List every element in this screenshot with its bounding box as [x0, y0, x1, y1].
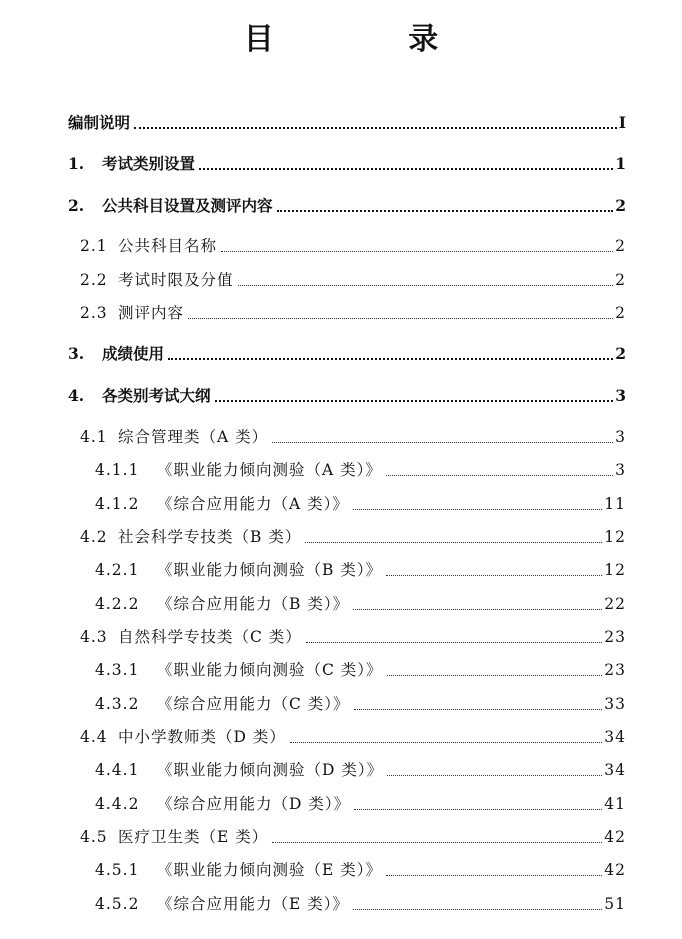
dot-leader: [386, 575, 602, 576]
toc-entry[interactable]: [95, 588, 626, 614]
dot-leader: [386, 475, 613, 476]
toc-entry-number: 4.2.2: [95, 595, 140, 613]
toc-entry-number: 1.: [68, 154, 85, 173]
toc-entry-number: 4.: [68, 386, 85, 405]
toc-entry[interactable]: [68, 107, 626, 133]
dot-leader: [354, 709, 603, 710]
toc-entry-label: 医疗卫生类（E 类）: [118, 828, 269, 846]
dot-leader: [168, 358, 613, 360]
toc-entry-number: 4.2: [80, 528, 108, 546]
dot-leader: [272, 442, 613, 443]
toc-entry-number: 4.3: [80, 628, 108, 646]
dot-leader: [238, 285, 614, 286]
toc-entry-number: 4.5.2: [95, 895, 140, 913]
toc-entry-label: 《综合应用能力（C 类）》: [157, 695, 350, 713]
toc-entry-page-number: 3: [615, 428, 626, 446]
toc-entry-page-number: 23: [604, 628, 626, 646]
dot-leader: [272, 842, 602, 843]
toc-entry-label: 成绩使用: [102, 344, 165, 363]
toc-entry[interactable]: [80, 297, 626, 323]
toc-entry-page-number: 2: [615, 237, 626, 255]
toc-entry[interactable]: [95, 854, 626, 880]
dot-leader: [306, 642, 602, 643]
dot-leader: [215, 400, 614, 402]
toc-entry-number: 3.: [68, 344, 85, 363]
toc-entry[interactable]: [95, 688, 626, 714]
dot-leader: [221, 251, 613, 252]
toc-entry-page-number: 2: [615, 344, 626, 363]
toc-entry[interactable]: [68, 190, 626, 216]
toc-entry-number: 2.: [68, 196, 85, 215]
toc-entry[interactable]: [80, 264, 626, 290]
page-title: 目 录: [243, 22, 501, 57]
dot-leader: [353, 909, 602, 910]
toc-entry-number: 4.4.2: [95, 795, 140, 813]
toc-entry-number: 4.4.1: [95, 761, 140, 779]
toc-entry[interactable]: [80, 230, 626, 256]
toc-entry[interactable]: [95, 888, 626, 914]
toc-entry-page-number: I: [618, 113, 626, 132]
toc-entry-label: 《综合应用能力（B 类）》: [157, 595, 350, 613]
toc-entry-number: 4.1: [80, 428, 108, 446]
toc-entry-page-number: 1: [615, 154, 626, 173]
toc-entry-label: 中小学教师类（D 类）: [118, 728, 286, 746]
toc-entry-label: 考试类别设置: [102, 154, 196, 173]
dot-leader: [188, 318, 613, 319]
toc-entry-page-number: 41: [604, 795, 626, 813]
toc-entry[interactable]: [68, 380, 626, 406]
toc-entry-label: 《职业能力倾向测验（E 类）》: [157, 861, 382, 879]
dot-leader: [290, 742, 602, 743]
toc-entry-label: 自然科学专技类（C 类）: [118, 628, 302, 646]
toc-entry[interactable]: [95, 488, 626, 514]
toc-entry-label: 测评内容: [118, 304, 185, 322]
toc-entry-number: 4.5.1: [95, 861, 140, 879]
toc-entry-label: 《综合应用能力（A 类）》: [157, 495, 349, 513]
dot-leader: [386, 875, 602, 876]
toc-entry-label: 《职业能力倾向测验（C 类）》: [157, 661, 383, 679]
toc-entry-page-number: 12: [604, 561, 626, 579]
toc-entry[interactable]: [80, 821, 626, 847]
toc-entry-label: 公共科目名称: [118, 237, 218, 255]
toc-entry-number: 4.1.1: [95, 461, 140, 479]
dot-leader: [199, 168, 613, 170]
dot-leader: [305, 542, 602, 543]
toc-entry-page-number: 42: [604, 861, 626, 879]
toc-entry-label: 社会科学专技类（B 类）: [118, 528, 302, 546]
toc-entry-page-number: 42: [604, 828, 626, 846]
dot-leader: [353, 509, 602, 510]
toc-entry-number: 4.3.2: [95, 695, 140, 713]
dot-leader: [387, 775, 602, 776]
toc-entry-page-number: 11: [604, 495, 626, 513]
toc-entry[interactable]: [80, 521, 626, 547]
toc-entry-page-number: 51: [604, 895, 626, 913]
toc-entry-label: 编制说明: [68, 113, 131, 132]
toc-entry[interactable]: [95, 788, 626, 814]
dot-leader: [387, 675, 603, 676]
toc-entry-label: 《职业能力倾向测验（D 类）》: [157, 761, 384, 779]
toc-entry-number: 4.1.2: [95, 495, 140, 513]
toc-entry-page-number: 12: [604, 528, 626, 546]
toc-entry-page-number: 23: [604, 661, 626, 679]
toc-entry-page-number: 3: [615, 386, 626, 405]
toc-entry[interactable]: [95, 754, 626, 780]
toc-entry-number: 4.5: [80, 828, 108, 846]
toc-entry[interactable]: [68, 148, 626, 174]
toc-entry-page-number: 22: [604, 595, 626, 613]
toc-entry-label: 《职业能力倾向测验（B 类）》: [157, 561, 383, 579]
dot-leader: [277, 210, 614, 212]
toc-entry-number: 2.2: [80, 271, 108, 289]
toc-entry-number: 4.2.1: [95, 561, 140, 579]
toc-entry-label: 考试时限及分值: [118, 271, 234, 289]
toc-entry[interactable]: [95, 654, 626, 680]
toc-entry-label: 《职业能力倾向测验（A 类）》: [157, 461, 382, 479]
dot-leader: [354, 809, 602, 810]
dot-leader: [134, 127, 617, 129]
toc-entry-label: 《综合应用能力（D 类）》: [157, 795, 351, 813]
toc-entry-page-number: 3: [615, 461, 626, 479]
dot-leader: [353, 609, 602, 610]
toc-entry-page-number: 34: [604, 728, 626, 746]
toc-entry[interactable]: [95, 454, 626, 480]
toc-entry-page-number: 2: [615, 271, 626, 289]
toc-entry-number: 4.4: [80, 728, 108, 746]
toc-entry-label: 各类别考试大纲: [102, 386, 211, 405]
toc-entry-number: 2.3: [80, 304, 108, 322]
toc-entry[interactable]: [68, 338, 626, 364]
toc-entry-number: 4.3.1: [95, 661, 140, 679]
toc-entry-number: 2.1: [80, 237, 108, 255]
toc-entry-page-number: 34: [604, 761, 626, 779]
toc-entry-label: 《综合应用能力（E 类）》: [157, 895, 349, 913]
toc-entry-page-number: 2: [615, 304, 626, 322]
toc-entry-label: 公共科目设置及测评内容: [102, 196, 273, 215]
toc-entry[interactable]: [80, 421, 626, 447]
toc-entry[interactable]: [80, 621, 626, 647]
toc-entry[interactable]: [80, 721, 626, 747]
toc-entry-label: 综合管理类（A 类）: [118, 428, 269, 446]
toc-entry[interactable]: [95, 554, 626, 580]
toc-entry-page-number: 2: [615, 196, 626, 215]
toc-entry-page-number: 33: [604, 695, 626, 713]
